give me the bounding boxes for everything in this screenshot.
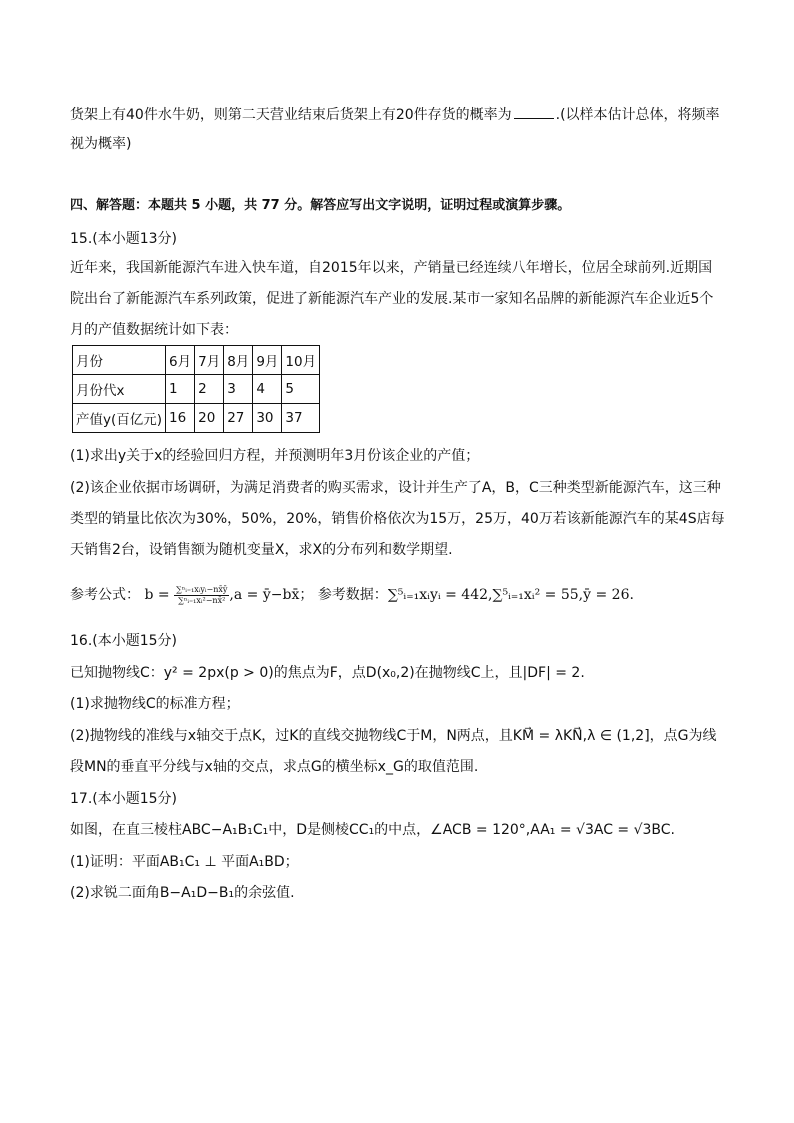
- table-cell: 16: [166, 404, 195, 433]
- section-heading: 四、解答题：本题共 5 小题，共 77 分。解答应写出文字说明，证明过程或演算步骤。: [70, 198, 571, 213]
- q15-header: 15.(本小题13分): [70, 231, 178, 247]
- q16-part1: (1)求抛物线C的标准方程；: [70, 696, 240, 712]
- q17-part1: (1)证明：平面AB₁C₁ ⊥ 平面A₁BD；: [70, 854, 299, 870]
- q17-part2: (2)求锐二面角B−A₁D−B₁的余弦值.: [70, 885, 295, 901]
- q15-reference: [70, 582, 634, 608]
- q17-header: 17.(本小题15分): [70, 791, 178, 807]
- prev-question-line2: 视为概率): [70, 136, 132, 152]
- table-cell: 30: [253, 404, 282, 433]
- table-cell: 8月: [224, 346, 253, 375]
- table-cell: 3: [224, 375, 253, 404]
- table-cell: 7月: [195, 346, 224, 375]
- reference-fraction: [174, 585, 229, 606]
- table-cell: 1: [166, 375, 195, 404]
- q15-part2-line3: 天销售2台，设销售额为随机变量X，求X的分布列和数学期望.: [70, 542, 453, 558]
- prev-question-text-after: .(以样本估计总体，将频率: [555, 107, 720, 123]
- q16-part2-line1: (2)抛物线的准线与x轴交于点K，过K的直线交抛物线C于M，N两点，且KM⃗ = λKN⃗,λ ∈ (1,2]，点G为线: [70, 728, 717, 744]
- table-row: [73, 346, 320, 375]
- table-cell: 9月: [253, 346, 282, 375]
- reference-data: ∑⁵ᵢ₌₁xᵢyᵢ = 442,∑⁵ᵢ₌₁xᵢ² = 55,ȳ = 26.: [387, 587, 634, 603]
- reference-data-label: 参考数据：: [317, 587, 388, 603]
- table-row: [73, 404, 320, 433]
- q15-data-table: [72, 345, 320, 433]
- q15-part2-line1: (2)该企业依据市场调研，为满足消费者的购买需求，设计并生产了A，B，C三种类型新能源汽车，这三种: [70, 480, 721, 496]
- answer-blank: [514, 104, 554, 119]
- table-cell: 10月: [282, 346, 320, 375]
- reference-formula-a: ,a = ȳ−bx̄；: [229, 587, 314, 603]
- q15-paragraph-line2: 院出台了新能源汽车系列政策，促进了新能源汽车产业的发展.某市一家知名品牌的新能源汽车企业近5个: [70, 291, 714, 307]
- table-cell: 4: [253, 375, 282, 404]
- table-cell: 20: [195, 404, 224, 433]
- reference-formula-b: b =: [144, 587, 170, 603]
- table-cell: 37: [282, 404, 320, 433]
- table-cell: 2: [195, 375, 224, 404]
- table-cell: 月份代x: [73, 375, 166, 404]
- table-cell: 月份: [73, 346, 166, 375]
- table-cell: 产值y(百亿元): [73, 404, 166, 433]
- table-cell: 6月: [166, 346, 195, 375]
- reference-formula-label: 参考公式：: [70, 587, 140, 603]
- q15-paragraph-line3: 月的产值数据统计如下表：: [70, 322, 238, 338]
- q15-part1: (1)求出y关于x的经验回归方程，并预测明年3月份该企业的产值；: [70, 448, 480, 464]
- q16-stem: 已知抛物线C：y² = 2px(p > 0)的焦点为F，点D(x₀,2)在抛物线C上，且|DF| = 2.: [70, 665, 585, 681]
- q15-paragraph-line1: 近年来，我国新能源汽车进入快车道，自2015年以来，产销量已经连续八年增长，位居全球前列.近期国: [70, 260, 713, 276]
- fraction-denominator: ∑ⁿᵢ₌₁xᵢ²−nx̄²: [178, 595, 226, 605]
- q16-part2-line2: 段MN的垂直平分线与x轴的交点，求点G的横坐标x_G的取值范围.: [70, 759, 479, 775]
- q17-stem: 如图，在直三棱柱ABC−A₁B₁C₁中，D是侧棱CC₁的中点，∠ACB = 120°,AA₁ = √3AC = √3BC.: [70, 822, 676, 838]
- q15-part2-line2: 类型的销量比依次为30%，50%，20%，销售价格依次为15万，25万，40万若该新能源汽车的某4S店每: [70, 511, 725, 527]
- table-cell: 27: [224, 404, 253, 433]
- fraction-numerator: ∑ⁿᵢ₌₁xᵢyᵢ−nx̄ȳ: [176, 584, 228, 594]
- table-row: [73, 375, 320, 404]
- prev-question-line1: [70, 104, 720, 125]
- prev-question-text: 货架上有40件水牛奶，则第二天营业结束后货架上有20件存货的概率为: [70, 107, 512, 123]
- table-cell: 5: [282, 375, 320, 404]
- q16-header: 16.(本小题15分): [70, 633, 178, 649]
